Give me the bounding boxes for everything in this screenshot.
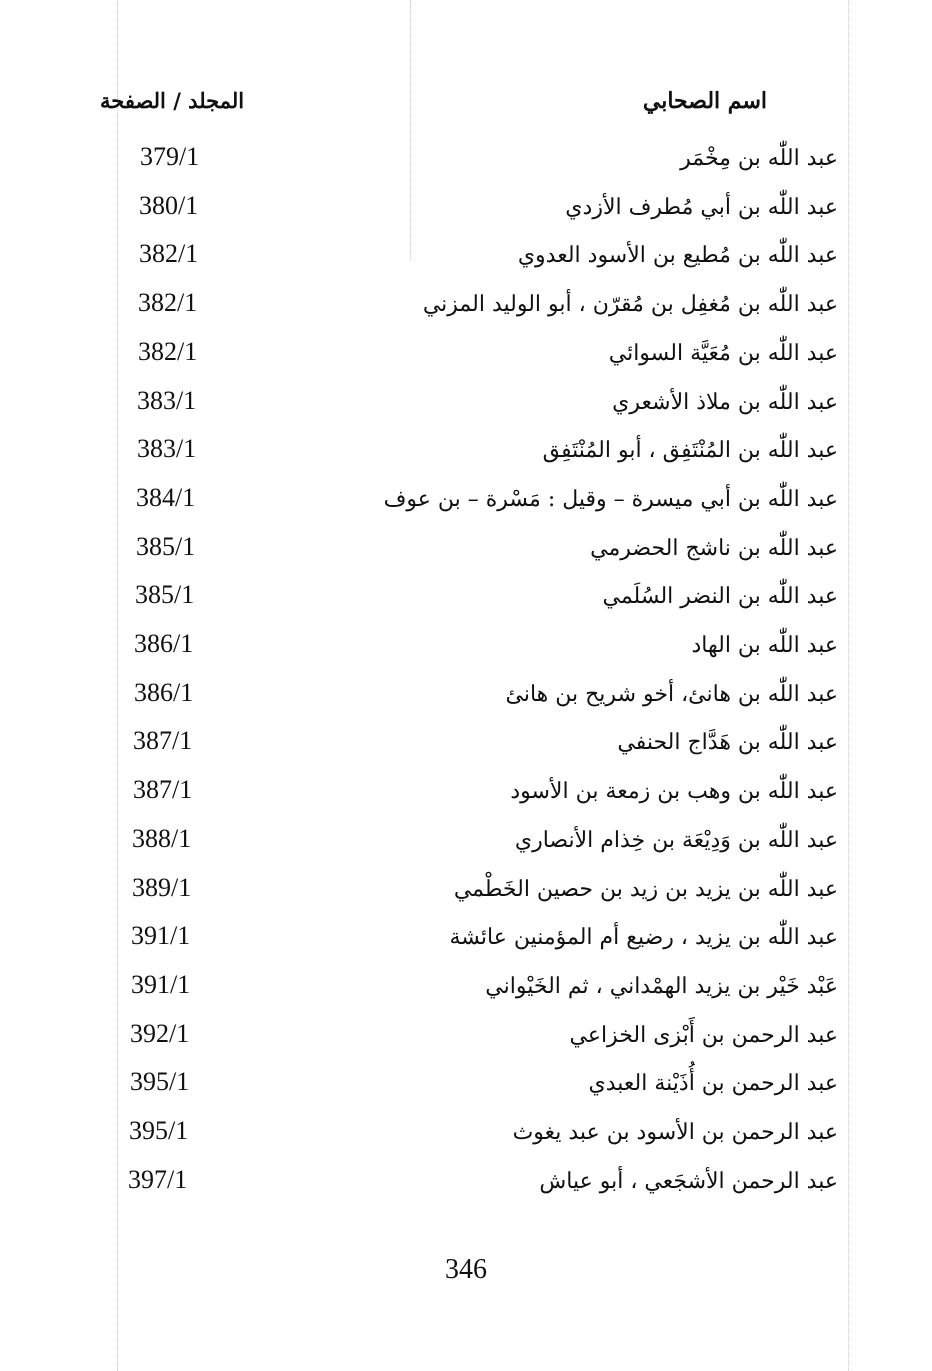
list-item [0,1161,932,1209]
companion-name: عبد اللّٰه بن ملاذ الأشعري [612,390,838,415]
companion-name: عبد اللّٰه بن أبي مُطرف الأزدي [565,195,838,220]
companion-name: عبد اللّٰه بن مِخْمَر [680,146,838,171]
volume-page-ref: 391/1 [131,970,191,999]
companion-name: عبد اللّٰه بن يزيد بن زيد بن حصين الخَطْمي [453,877,838,902]
list-item [0,235,932,283]
volume-page-ref: 386/1 [134,629,194,658]
volume-page-ref: 389/1 [132,873,192,902]
volume-page-ref: 382/1 [139,239,199,268]
volume-page-ref: 382/1 [138,337,198,366]
list-item [0,1112,932,1160]
companion-name: عبد الرحمن الأشجَعي ، أبو عياش [539,1169,838,1194]
volume-page-ref: 384/1 [136,483,196,512]
list-item [0,674,932,722]
list-item [0,869,932,917]
list-item [0,138,932,186]
companion-name: عبد اللّٰه بن يزيد ، رضيع أم المؤمنين عائشة [449,925,838,950]
companion-name: عبد اللّٰه بن وَدِيْعَة بن خِذام الأنصاري [514,828,838,853]
list-item [0,820,932,868]
volume-page-ref: 387/1 [133,775,193,804]
list-item [0,333,932,381]
list-item [0,966,932,1014]
volume-page-ref: 382/1 [138,288,198,317]
volume-page-ref: 387/1 [133,726,193,755]
companion-name: عبد الرحمن بن الأسود بن عبد يغوث [512,1120,838,1145]
list-item [0,382,932,430]
list-item [0,528,932,576]
volume-page-header: المجلد / الصفحة [100,88,245,113]
companion-name: عبد اللّٰه بن وهب بن زمعة بن الأسود [510,779,838,804]
companion-name: عبد اللّٰه بن مُغفِل بن مُقرّن ، أبو الوليد المزني [422,292,838,317]
companion-name: عبد الرحمن بن أُذَيْنة العبدي [588,1071,838,1096]
list-item [0,722,932,770]
list-item [0,576,932,624]
list-item [0,187,932,235]
volume-page-ref: 392/1 [130,1019,190,1048]
volume-page-ref: 395/1 [130,1067,190,1096]
companion-name: عبد اللّٰه بن النضر السُلَمي [602,584,838,609]
volume-page-ref: 383/1 [137,386,197,415]
companion-name: عبد اللّٰه بن مُطيع بن الأسود العدوي [517,243,838,268]
page-number: 346 [445,1254,487,1285]
list-item [0,284,932,332]
companion-name: عبد اللّٰه بن هانئ، أخو شريح بن هانئ [505,682,838,707]
table-header [0,88,932,128]
list-item [0,430,932,478]
companion-name: عبد اللّٰه بن الهاد [691,633,838,658]
volume-page-ref: 386/1 [134,678,194,707]
volume-page-ref: 383/1 [137,434,197,463]
list-item [0,771,932,819]
companion-name: عبد اللّٰه بن هَدَّاج الحنفي [617,730,838,755]
volume-page-ref: 385/1 [136,532,196,561]
volume-page-ref: 388/1 [132,824,192,853]
volume-page-ref: 379/1 [140,142,200,171]
volume-page-ref: 397/1 [128,1165,188,1194]
list-item [0,917,932,965]
companion-name-header: اسم الصحابي [642,88,767,114]
volume-page-ref: 385/1 [135,580,195,609]
companion-name: عبد اللّٰه بن مُعَيَّة السوائي [608,341,838,366]
list-item [0,625,932,673]
list-item [0,479,932,527]
companion-name: عبد اللّٰه بن ناشج الحضرمي [590,536,838,561]
companion-name: عبد اللّٰه بن المُنْتَفِق ، أبو المُنْتَفِق [542,438,838,463]
companion-name: عبد اللّٰه بن أبي ميسرة – وقيل : مَسْرة – بن عوف [383,487,838,512]
companion-name: عَبْد خَيْر بن يزيد الهمْداني ، ثم الخَيْواني [485,974,838,999]
list-item [0,1015,932,1063]
companion-name: عبد الرحمن بن أَبْزى الخزاعي [569,1023,838,1048]
list-item [0,1063,932,1111]
volume-page-ref: 380/1 [139,191,199,220]
volume-page-ref: 391/1 [131,921,191,950]
volume-page-ref: 395/1 [129,1116,189,1145]
